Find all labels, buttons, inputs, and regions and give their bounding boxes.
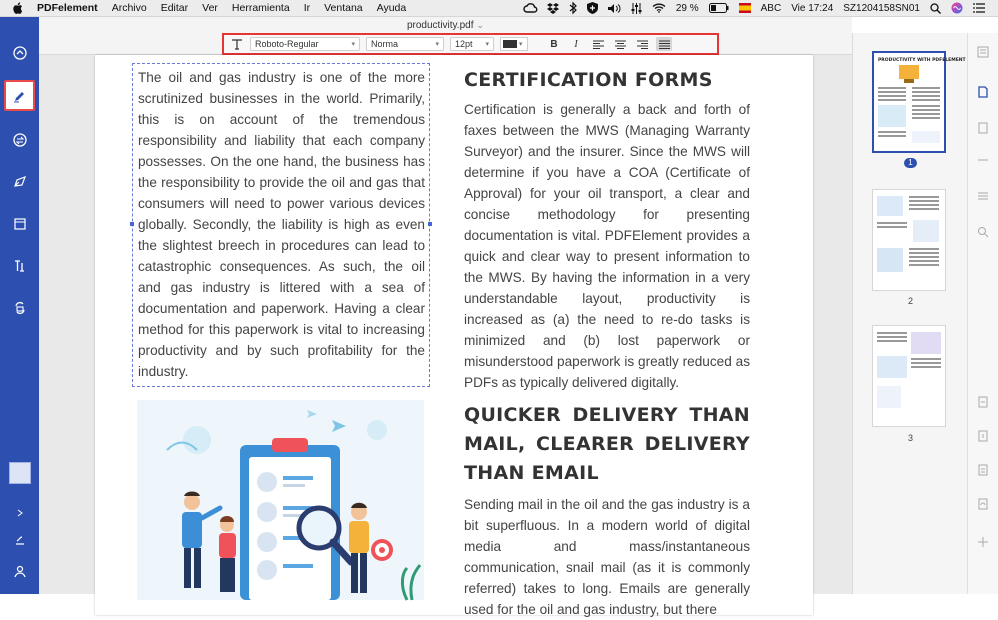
pdf-page: [95, 55, 813, 615]
keyboard-layout[interactable]: ABC: [760, 2, 782, 14]
menu-editar[interactable]: Editar: [160, 2, 189, 14]
italic-button[interactable]: I: [574, 38, 578, 50]
edit-tool-icon[interactable]: [4, 80, 35, 111]
chevron-down-icon: ▾: [485, 41, 489, 48]
delivery-paragraph[interactable]: Sending mail in the oil and the gas industry is a bit superfluous. In a modern world of digital media and mass/instantaneous communication, snail mail (as it is commonly referred) takes to long. Emails are generally used for the oil and gas industry, but there: [464, 497, 750, 617]
illustration-image[interactable]: [137, 400, 424, 600]
font-family-select[interactable]: [250, 37, 360, 51]
convert-icon[interactable]: [4, 124, 35, 155]
thumbnail-label-2: 2: [907, 296, 913, 306]
thumbnail-2-image: [873, 190, 945, 290]
clock[interactable]: Vie 17:24: [791, 2, 834, 14]
font-size-select[interactable]: [450, 37, 494, 51]
creative-cloud-icon[interactable]: [523, 3, 537, 13]
page-rotate-icon[interactable]: [976, 497, 990, 511]
device-name[interactable]: SZ1204158SN01: [843, 2, 920, 14]
search-icon[interactable]: [976, 225, 990, 239]
chevron-down-icon: ▾: [351, 41, 355, 48]
document-viewport[interactable]: [39, 55, 852, 617]
battery-icon[interactable]: [709, 3, 729, 13]
font-family-value: Roboto-Regular: [255, 39, 319, 49]
page-thumbnail-2[interactable]: [872, 189, 946, 291]
page-thumbnail-panel: [852, 33, 967, 594]
annotations-icon[interactable]: [976, 189, 990, 203]
protect-icon[interactable]: [4, 292, 35, 323]
comment-icon[interactable]: [4, 166, 35, 197]
align-left-icon: [593, 40, 604, 49]
chevron-down-icon: ▾: [435, 41, 439, 48]
menu-ver[interactable]: Ver: [202, 2, 218, 14]
page-extract-icon[interactable]: [976, 429, 990, 443]
shield-icon[interactable]: [587, 2, 598, 14]
home-icon[interactable]: [4, 37, 35, 68]
resize-handle-left[interactable]: [130, 222, 134, 226]
properties-icon[interactable]: [976, 45, 990, 59]
filename-chevron[interactable]: ⌄: [476, 19, 485, 30]
font-style-value: Norma: [371, 39, 399, 49]
sliders-icon[interactable]: [631, 3, 642, 14]
page-thumbnail-3[interactable]: [872, 325, 946, 427]
document-filename[interactable]: productivity.pdf: [406, 19, 474, 31]
spotlight-icon[interactable]: [930, 3, 941, 14]
font-style-select[interactable]: [366, 37, 444, 51]
page-replace-icon[interactable]: [976, 463, 990, 477]
right-tool-strip: [967, 33, 998, 594]
color-swatch: [503, 40, 517, 48]
page-insert-icon[interactable]: [976, 395, 990, 409]
align-right-button[interactable]: [634, 37, 650, 51]
bluetooth-icon[interactable]: [569, 2, 577, 14]
thumbnail-label-1: 1: [853, 157, 968, 168]
menu-ir[interactable]: Ir: [303, 2, 311, 14]
resize-handle-right[interactable]: [428, 222, 432, 226]
toolbar-area: [39, 33, 852, 55]
heading-certification[interactable]: CERTIFICATION FORMS: [464, 69, 713, 91]
left-sidebar: [0, 17, 39, 594]
bookmark-icon[interactable]: [976, 121, 990, 135]
align-right-icon: [637, 40, 648, 49]
text-tool-icon[interactable]: [230, 37, 244, 51]
bold-button[interactable]: B: [550, 38, 558, 50]
menu-app[interactable]: PDFelement: [37, 2, 98, 14]
justify-icon: [659, 40, 670, 49]
dropbox-icon[interactable]: [547, 3, 559, 14]
apple-icon[interactable]: [12, 2, 24, 14]
organize-pages-icon[interactable]: [4, 208, 35, 239]
align-center-button[interactable]: [612, 37, 628, 51]
recent-file-thumbnail[interactable]: [9, 462, 31, 484]
divider-icon: [976, 153, 990, 167]
thumbnail-1-title: PRODUCTIVITY WITH PDFELEMENT: [878, 58, 966, 63]
thumbnail-1-image: [874, 53, 966, 151]
battery-percent: 29 %: [675, 2, 699, 14]
page-thumbnail-1[interactable]: [872, 51, 966, 153]
font-size-value: 12pt: [455, 39, 473, 49]
flag-icon[interactable]: [739, 3, 751, 13]
thumbnails-icon[interactable]: [976, 85, 990, 99]
thumbnail-label-3: 3: [907, 433, 913, 443]
justify-button[interactable]: [656, 37, 672, 51]
wifi-icon[interactable]: [652, 3, 666, 13]
align-left-button[interactable]: [590, 37, 606, 51]
certification-paragraph[interactable]: Certification is generally a back and forth of faxes between the MWS (Managing Warranty Surveyor) and the insurer. Since the MWS will determine if you have a COA (Certificate of Approval) for your oil transport, a clear and concise methodology for presenting documentation is vital. PDFElement provides a quick and clear way to present information to the MWS. By having the information in a very understandable layout, productivity is increased as (a) the need to re-do tasks is minimized and (b) lost paperwork or misunderstood paperwork is greatly reduced as PDFs as typically delivered digitally.: [464, 102, 750, 390]
heading-delivery[interactable]: QUICKER DELIVERY THAN MAIL, CLEARER DELIVERY THAN EMAIL: [464, 404, 750, 484]
text-format-toolbar: [222, 33, 719, 55]
align-center-icon: [615, 40, 626, 49]
volume-icon[interactable]: [608, 3, 621, 14]
menu-archivo[interactable]: Archivo: [111, 2, 147, 14]
font-color-picker[interactable]: [500, 37, 528, 51]
status-area: [518, 0, 998, 17]
siri-icon[interactable]: [951, 2, 963, 14]
right-column: [464, 67, 750, 620]
window-title: [39, 17, 852, 33]
account-icon[interactable]: [4, 555, 35, 586]
sign-icon[interactable]: [4, 524, 35, 555]
notification-center-icon[interactable]: [973, 3, 985, 13]
menu-bar: [0, 0, 998, 17]
thumbnail-3-image: [873, 326, 945, 426]
menu-herramienta[interactable]: Herramienta: [231, 2, 290, 14]
add-page-icon[interactable]: [976, 535, 990, 549]
form-icon[interactable]: [4, 250, 35, 281]
chevron-down-icon: ▾: [519, 41, 523, 48]
left-paragraph[interactable]: The oil and gas industry is one of the more scrutinized businesses in the world. Primarily, this is on account of the tremendous responsibility and liability that each company possesses. On the one hand, the business has the responsibility to provide the oil and gas that consumers will need to power various devices globally. Secondly, the liability is high as even the slightest breech in procedures can lead to catastrophic consequences. As such, the oil and gas industry is littered with a sea of documentation and paperwork. Having a clear method for this paperwork is vital to increasing productivity and by such profitability for the industry.: [138, 70, 425, 379]
menu-ayuda[interactable]: Ayuda: [376, 2, 407, 14]
menu-ventana[interactable]: Ventana: [324, 2, 363, 14]
